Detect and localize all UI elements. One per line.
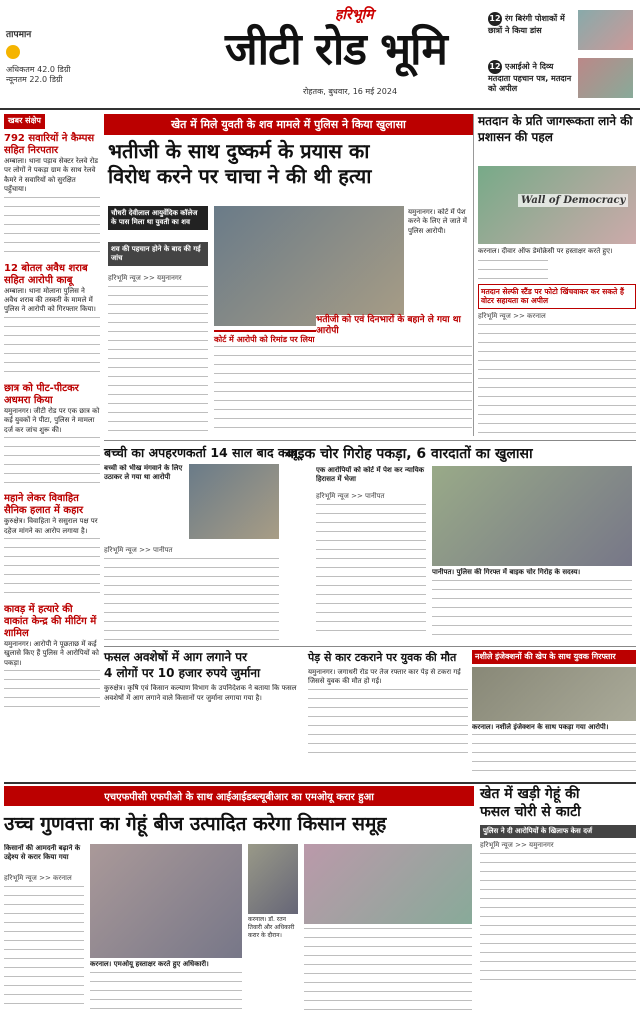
teaser-1[interactable] <box>488 12 574 36</box>
max-temp: अधिकतम 42.0 डिग्री <box>6 65 71 75</box>
vote-photo <box>478 166 636 244</box>
text-lines <box>478 324 636 434</box>
crop-headline-line2: फसल चोरी से काटी <box>480 803 581 820</box>
brief-body: कुरुक्षेत्र। विवाहिता ने ससुराल पक्ष पर दहेज मांगने का आरोप लगाया है। <box>4 517 98 535</box>
text-lines <box>478 260 548 280</box>
text-lines <box>90 972 242 1010</box>
wheat-side-caption: करनाल। डॉ. रतन तिवारी और अधिकारी करार के दौरान। <box>248 916 295 940</box>
text-lines <box>4 437 100 487</box>
main-headline-line2: विरोध करने पर चाचा ने की थी हत्या <box>108 164 372 188</box>
wheat-photo-2 <box>304 844 472 924</box>
masthead <box>0 0 640 110</box>
brief-item[interactable] <box>4 604 100 710</box>
place-date: रोहतक, बुधवार, 16 मई 2024 <box>302 87 398 96</box>
child-story[interactable] <box>104 444 298 644</box>
text-lines <box>316 504 426 634</box>
main-caption: यमुनानगर। कोर्ट में पेश करने के लिए ले जाते में पुलिस आरोपी। <box>408 208 467 235</box>
main-bullet-2: शव की पहचान होने के बाद की गई जांच <box>108 242 208 266</box>
brief-head: छात्र को पीट-पीटकर अधमरा किया <box>4 382 79 406</box>
wheat-headline: उच्च गुणवत्ता का गेहूं बीज उत्पादित करेगा किसान समूह <box>4 813 387 835</box>
section-label: खबर संक्षेप <box>4 114 45 129</box>
bike-byline: हरिभूमि न्यूज >> पानीपत <box>316 492 385 500</box>
brief-head: महाने लेकर विवाहित सैनिक हलात में कहार <box>4 493 84 517</box>
bike-caption: पानीपत। पुलिस की गिरफ्त में बाइक चोर गिरोह के सदस्य। <box>432 568 581 576</box>
text-lines <box>108 286 208 434</box>
brief-body: अम्बाला। थाना पड़ाव सेक्टर रेलवे रोड पर लोगों ने पकड़ा ग्राम के साथ रेलवे कैमरे ने सवारियों को सुरक्षित पहुँचाया। <box>4 156 99 194</box>
brief-item[interactable] <box>4 133 100 257</box>
drug-photo <box>472 667 636 721</box>
brief-body: यमुनानगर। जीटी रोड पर एक छात्र को कई युवकों ने पीटा, पुलिस ने मामला दर्ज कर जांच शुरू की। <box>4 406 100 434</box>
brief-head: कावड़ में हत्यारे की वाकांत केन्द्र की मीटिंग में शामिल <box>4 604 97 640</box>
text-lines <box>4 886 84 1010</box>
main-subhead: भतीजी को एवं दिनभारों के बहाने ले गया था आरोपी <box>316 315 472 337</box>
fire-story[interactable] <box>104 650 304 778</box>
bike-photo <box>432 466 632 566</box>
text-lines <box>432 580 632 636</box>
vote-caption: करनाल। दीवार ऑफ डेमोक्रेसी पर हस्ताक्षर करते हुए। <box>478 247 613 255</box>
bike-story[interactable] <box>286 444 636 644</box>
brief-item[interactable] <box>4 383 100 487</box>
text-lines <box>4 197 100 257</box>
page-number-badge: 12 <box>488 60 502 74</box>
police-photo <box>214 206 404 326</box>
main-byline: हरिभूमि न्यूज >> यमुनानगर <box>108 274 182 282</box>
child-photo <box>189 464 279 539</box>
vote-banner: Wall of Democracy <box>518 194 628 207</box>
child-byline: हरिभूमि न्यूज >> पानीपत <box>104 546 173 554</box>
text-lines <box>4 670 100 710</box>
wheat-photo <box>90 844 242 958</box>
left-column <box>4 114 100 774</box>
vote-story[interactable] <box>478 114 636 436</box>
wheat-story[interactable] <box>4 786 474 1012</box>
brand-name: हरिभूमि <box>335 7 374 23</box>
tree-headline: पेड़ से कार टकराने पर युवक की मौत <box>308 651 457 664</box>
main-kicker: खेत में मिले युवती के शव मामले में पुलिस ने किया खुलासा <box>104 114 473 135</box>
tree-story[interactable] <box>308 650 468 778</box>
fire-headline-line1: फसल अवशेषों में आग लगाने पर <box>104 650 248 664</box>
paper-title: जीटी रोड भूमि <box>225 24 447 75</box>
text-lines <box>4 317 100 377</box>
crop-headline-line1: खेत में खड़ी गेहूं की <box>480 786 580 802</box>
teaser-photo <box>578 58 633 98</box>
sun-icon <box>6 45 20 59</box>
brief-item[interactable] <box>4 263 100 377</box>
newspaper-logo[interactable] <box>225 5 475 85</box>
divider <box>4 782 636 784</box>
brief-body: अम्बाला। थाना मोलाना पुलिस ने अवैध शराब की तस्करी के मामले में पुलिस ने आरोपी को गिरफ्तार किया। <box>4 286 96 314</box>
wheat-kicker: एचएफपीसी एफपीओ के साथ आईआईडब्ल्यूबीआर का एमओयू करार हुआ <box>4 786 474 806</box>
wheat-bullet: किसानों की आमदनी बढ़ाने के उद्देश्य से करार किया गया <box>4 844 81 862</box>
tree-body: यमुनानगर। जगाधरी रोड पर तेज रफ्तार कार पेड़ से टकरा गई जिससे युवक की मौत हो गई। <box>308 668 461 686</box>
text-lines <box>214 346 472 434</box>
text-lines <box>308 689 468 759</box>
portrait-photo <box>248 844 298 914</box>
text-lines <box>472 734 636 774</box>
fire-headline-line2: 4 लोगों पर 10 हजार रुपये जुर्माना <box>104 665 261 680</box>
teaser-photo <box>578 10 633 50</box>
text-lines <box>480 853 636 983</box>
crop-story[interactable] <box>480 786 636 1012</box>
weather-label: तापमान <box>6 30 32 40</box>
main-story[interactable] <box>104 114 474 436</box>
drug-story[interactable] <box>472 650 636 778</box>
brief-item[interactable] <box>4 493 100 598</box>
teaser-text: रंग बिरंगी पोशाकों में छात्रों ने किया डांस <box>488 14 565 35</box>
main-bullet-1: चौधरी देवीलाल आयुर्वेदिक कॉलेज के पास मिला था युवती का शव <box>108 206 208 230</box>
min-temp: न्यूनतम 22.0 डिग्री <box>6 75 63 85</box>
main-headline-line1: भतीजी के साथ दुष्कर्म के प्रयास का <box>108 139 370 163</box>
wheat-byline: हरिभूमि न्यूज >> करनाल <box>4 874 72 882</box>
vote-byline: हरिभूमि न्यूज >> करनाल <box>478 312 546 320</box>
vote-sub: मतदान सेल्फी स्टैंड पर फोटो खिंचवाकर कर सकते हैं वोटर सहायता का अपील <box>478 284 636 309</box>
vote-headline: मतदान के प्रति जागरूकता लाने की प्रशासन की पहल <box>478 114 633 144</box>
bike-bullet: एक आरोपियों को कोर्ट में पेश कर न्यायिक हिरासत में भेजा <box>316 466 425 484</box>
brief-head: 792 सवारियों ने कैम्पस सहित निरपतार <box>4 132 95 156</box>
page-number-badge: 12 <box>488 12 502 26</box>
crop-bullet: पुलिस ने दी आरोपियों के खिलाफ केस दर्ज <box>480 825 636 838</box>
bike-headline: बाइक चोर गिरोह पकड़ा, 6 वारदातों का खुलासा <box>286 446 533 462</box>
fire-body: कुरुक्षेत्र। कृषि एवं किसान कल्याण विभाग के उपनिदेशक ने बताया कि फसल अवशेषों में आग लगाने वाले किसानों पर जुर्माना लगाया गया है। <box>104 684 297 702</box>
text-lines <box>4 538 100 598</box>
text-lines <box>304 928 472 1010</box>
divider <box>104 440 636 441</box>
brief-body: यमुनानगर। आरोपी ने पूछताछ में कई खुलासे किए हैं पुलिस ने आरोपियों को पकड़ा। <box>4 640 99 667</box>
child-headline: बच्ची का अपहरणकर्ता 14 साल बाद काबू <box>104 445 298 460</box>
crop-byline: हरिभूमि न्यूज >> यमुनानगर <box>480 841 554 849</box>
text-lines <box>104 558 279 644</box>
divider <box>104 646 636 647</box>
drug-caption: करनाल। नशीले इंजेक्शन के साथ पकड़ा गया आरोपी। <box>472 722 609 731</box>
main-highlight: कोर्ट में आरोपी को रिमांड पर लिया <box>214 330 472 345</box>
child-bullet: बच्ची को भीख मंगवाने के लिए उठाकर ले गया था आरोपी <box>104 464 183 482</box>
teaser-text: एआईओ ने दिव्य मतदाता पहचान पत्र, मतदान को अपील <box>488 62 572 93</box>
weather-box <box>6 30 86 86</box>
wheat-caption: करनाल। एमओयू हस्ताक्षर करते हुए अधिकारी। <box>90 960 209 968</box>
brief-head: 12 बोतल अवैध शराब सहित आरोपी काबू <box>4 262 88 286</box>
teaser-2[interactable] <box>488 60 574 94</box>
drug-headline: नशीले इंजेक्शनों की खेप के साथ युवक गिरफ्तार <box>472 650 636 664</box>
